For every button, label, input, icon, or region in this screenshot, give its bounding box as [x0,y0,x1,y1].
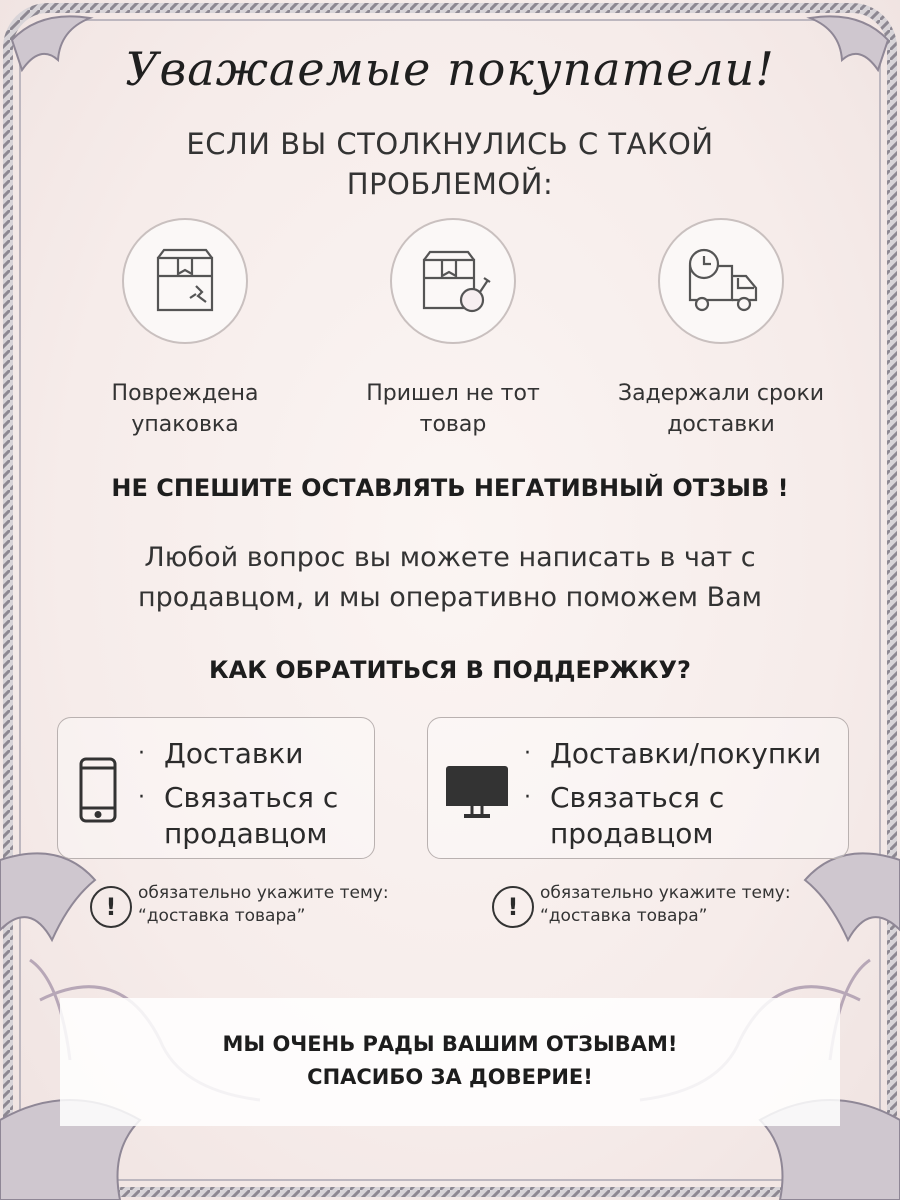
bullet: · [524,741,531,766]
icon-circle [122,218,248,344]
intro-text: ЕСЛИ ВЫ СТОЛКНУЛИСЬ С ТАКОЙ ПРОБЛЕМОЙ: [186,127,714,201]
support-card-desktop [427,717,849,859]
step-label: Доставки [164,737,304,770]
thanks-line-2: СПАСИБО ЗА ДОВЕРИЕ! [307,1065,593,1089]
step-label: Связаться с продавцом [164,781,339,850]
problem-item-delivery-delay [606,218,836,440]
thanks-message [60,1028,840,1094]
problem-item-damaged-package [70,218,300,440]
icon-circle [390,218,516,344]
support-card-mobile [57,717,375,859]
problem-item-wrong-item [338,218,568,440]
step-label: Доставки/покупки [550,737,822,770]
steps-list [138,736,364,860]
hint-mobile [90,880,410,940]
thanks-line-1: МЫ ОЧЕНЬ РАДЫ ВАШИМ ОТЗЫВАМ! [222,1032,678,1056]
bullet: · [138,785,145,810]
smartphone-icon [78,756,118,824]
bullet: · [138,741,145,766]
list-item [138,736,364,772]
list-item [524,736,821,772]
desktop-monitor-icon [444,764,510,820]
hint-desktop [492,880,812,940]
step-label: Связаться с продавцом [550,781,725,850]
icon-circle [658,218,784,344]
delivery-truck-icon [686,246,760,320]
hint-text: обязательно укажите тему: “доставка товара” [138,883,389,926]
steps-list [524,736,821,860]
exclamation-icon: ! [90,886,132,928]
problem-label: Пришел не тот товар [366,381,540,437]
problem-label: Повреждена упаковка [111,381,259,437]
hint-text: обязательно укажите тему: “доставка товара” [540,883,791,926]
exclamation-icon: ! [492,886,534,928]
bullet: · [524,785,531,810]
warning-heading: НЕ СПЕШИТЕ ОСТАВЛЯТЬ НЕГАТИВНЫЙ ОТЗЫВ ! [111,474,789,502]
problem-label: Задержали сроки доставки [617,381,825,437]
list-item [524,780,760,852]
page-title: Уважаемые покупатели! [125,42,775,96]
support-title: КАК ОБРАТИТЬСЯ В ПОДДЕРЖКУ? [209,656,691,684]
thanks-band [60,998,840,1126]
wrong-item-icon [418,246,492,320]
damaged-box-icon [150,246,220,316]
help-note: Любой вопрос вы можете написать в чат с продавцом, и мы оперативно поможем Вам [137,542,763,613]
list-item [138,780,364,852]
